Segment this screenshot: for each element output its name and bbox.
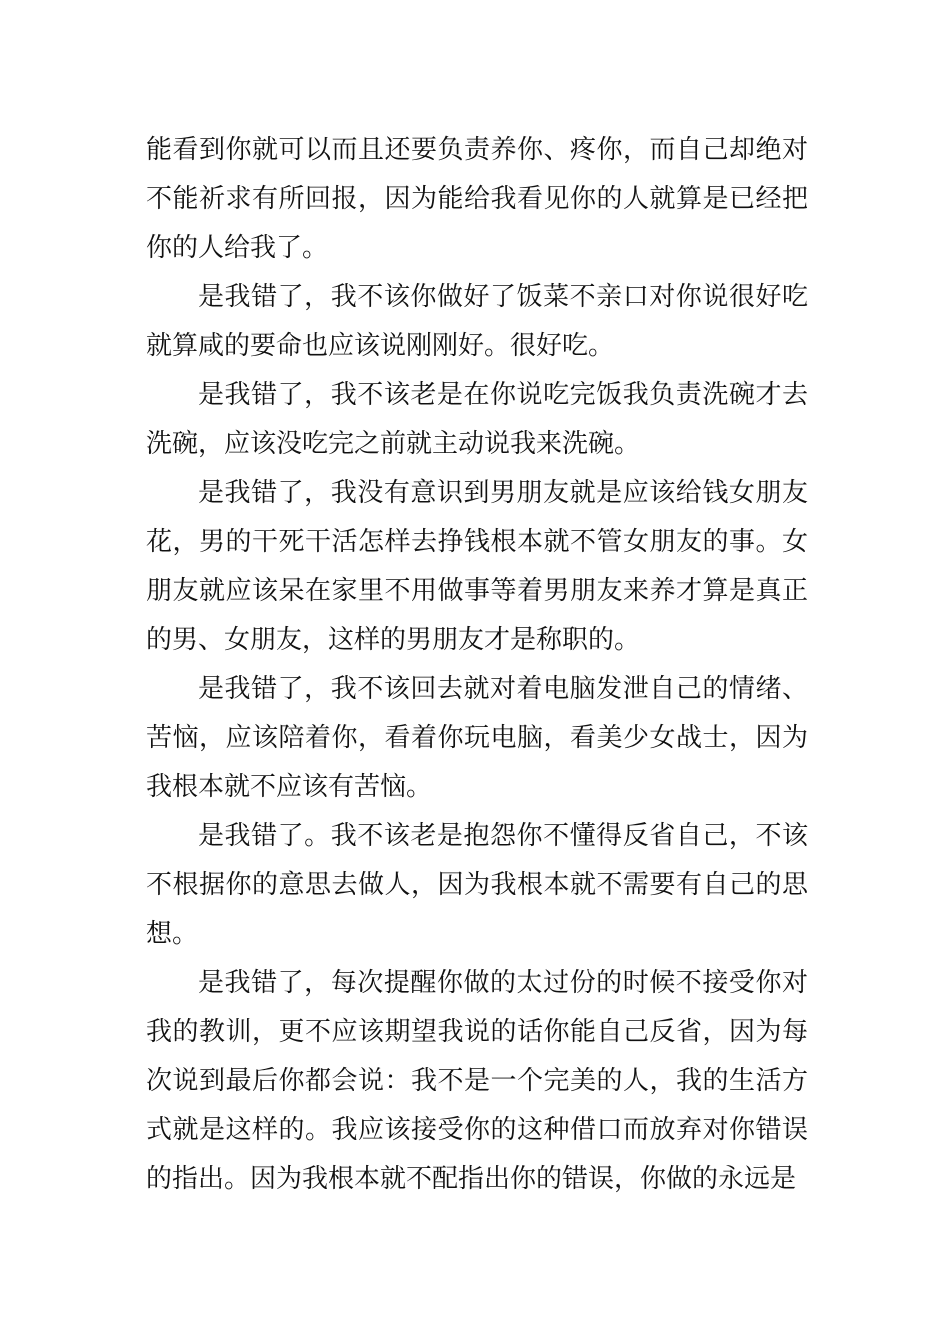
paragraph: 是我错了，我不该老是在你说吃完饭我负责洗碗才去洗碗，应该没吃完之前就主动说我来洗碗。 bbox=[146, 380, 808, 459]
document-body bbox=[146, 126, 808, 1204]
paragraph: 是我错了。我不该老是抱怨你不懂得反省自己，不该不根据你的意思去做人，因为我根本就不需要有自己的思想。 bbox=[146, 821, 808, 949]
paragraph-continuation: 能看到你就可以而且还要负责养你、疼你，而自己却绝对不能祈求有所回报，因为能给我看见你的人就算是已经把你的人给我了。 bbox=[146, 135, 808, 263]
paragraph: 是我错了，我不该你做好了饭菜不亲口对你说很好吃就算咸的要命也应该说刚刚好。很好吃。 bbox=[146, 282, 808, 361]
paragraph: 是我错了，我不该回去就对着电脑发泄自己的情绪、苦恼，应该陪着你，看着你玩电脑，看美少女战士，因为我根本就不应该有苦恼。 bbox=[146, 674, 808, 802]
paragraph: 是我错了，每次提醒你做的太过份的时候不接受你对我的教训，更不应该期望我说的话你能自己反省，因为每次说到最后你都会说：我不是一个完美的人，我的生活方式就是这样的。我应该接受你的这种借口而放弃对你错误的指出。因为我根本就不配指出你的错误，你做的永远是 bbox=[146, 968, 808, 1194]
paragraph: 是我错了，我没有意识到男朋友就是应该给钱女朋友花，男的干死干活怎样去挣钱根本就不管女朋友的事。女朋友就应该呆在家里不用做事等着男朋友来养才算是真正的男、女朋友，这样的男朋友才是称职的。 bbox=[146, 478, 808, 655]
